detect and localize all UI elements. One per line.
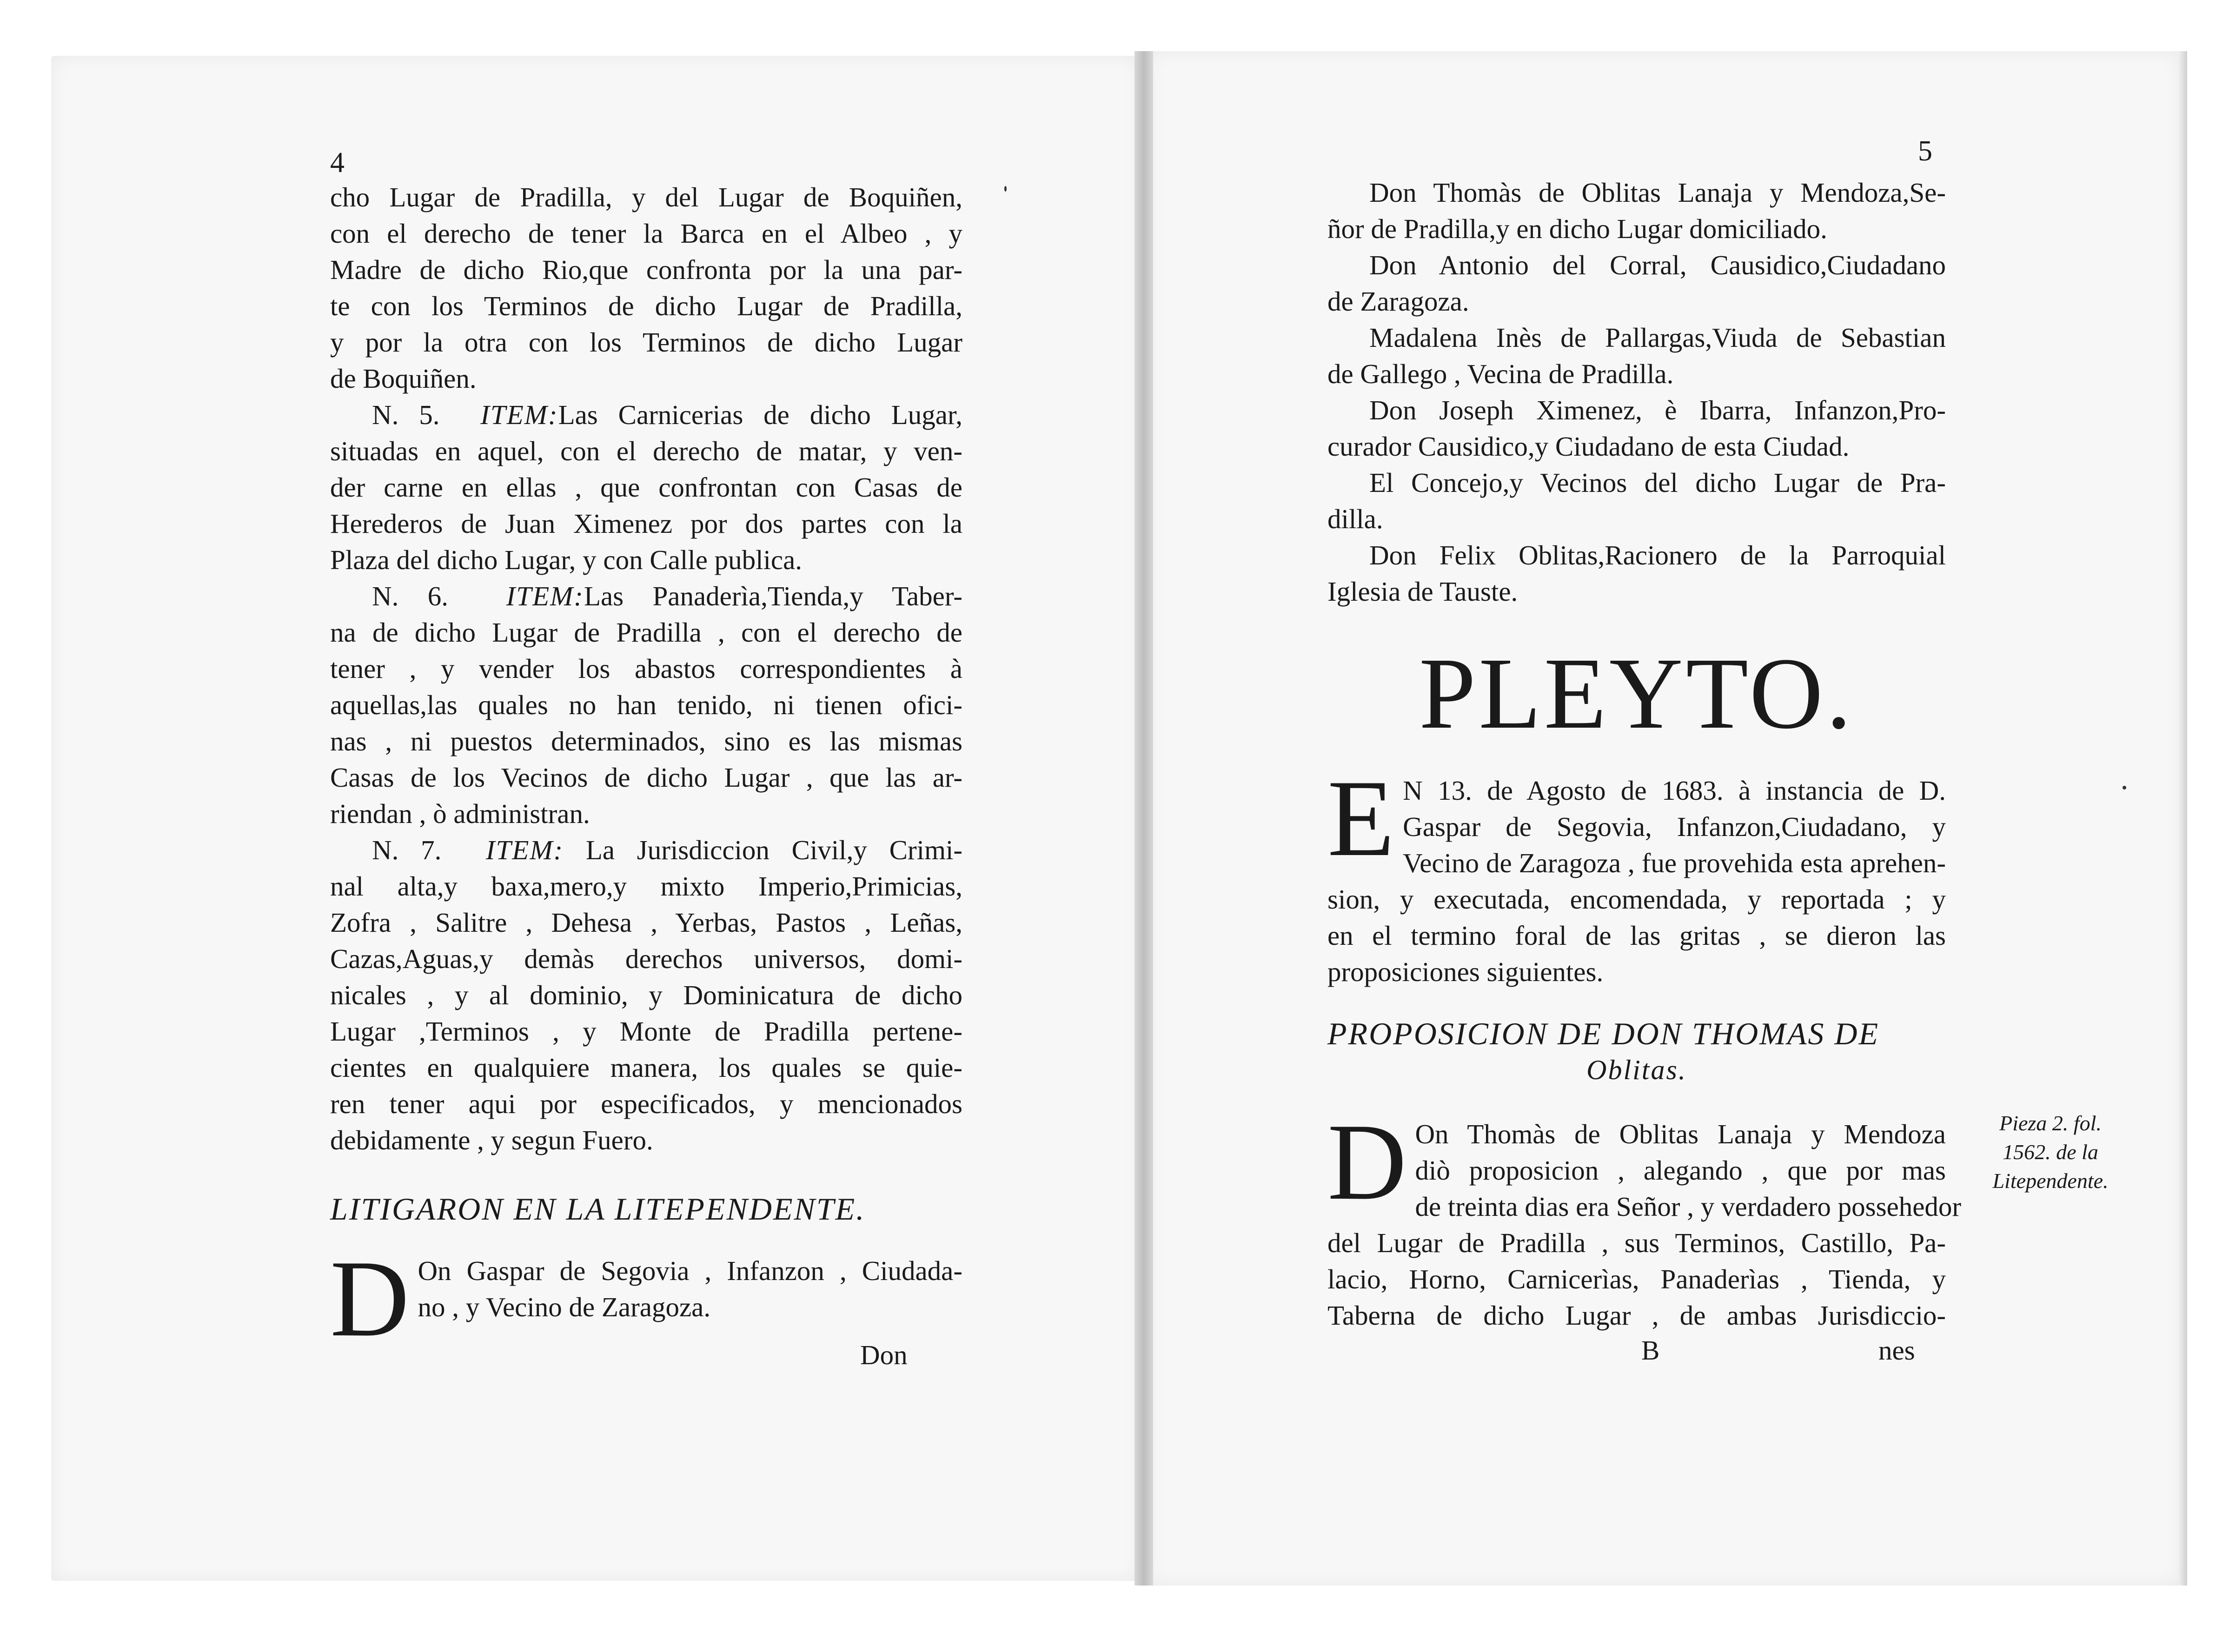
gaspar-paragraph — [330, 1238, 962, 1360]
item-number: N. 6. — [372, 581, 448, 611]
page-number-right: 5 — [1918, 135, 1932, 167]
text-line: debidamente , y segun Fuero. — [330, 1125, 653, 1155]
marginal-note — [1974, 1109, 2127, 1195]
text-line: de Boquiñen. — [330, 363, 477, 394]
litigaron-heading: LITIGARON EN LA LITEPENDENTE. — [330, 1191, 866, 1227]
item-5-first-line — [330, 397, 962, 433]
text-line: Zofra , Salitre , Dehesa , Yerbas, Pastos , Leñas, — [330, 907, 962, 938]
text-line: sion, y executada, encomendada, y reportada ; y — [1327, 884, 1946, 915]
item-6-first-line — [330, 578, 962, 614]
marginal-note-line: Litependente. — [1992, 1169, 2109, 1193]
litigant-line: Iglesia de Tauste. — [1327, 576, 1518, 607]
pleyto-paragraph — [1327, 758, 1946, 990]
drop-cap: D — [330, 1238, 410, 1360]
item-number: N. 7. — [372, 835, 442, 865]
item-label: ITEM: — [506, 581, 584, 611]
catchword-left: Don — [860, 1340, 908, 1370]
litigant-line: Don Joseph Ximenez, è Ibarra, Infanzon,Pro- — [1369, 395, 1946, 425]
drop-cap: D — [1327, 1101, 1407, 1223]
text-line: On Gaspar de Segovia , Infanzon , Ciudada- — [418, 1255, 962, 1286]
ink-mark — [1004, 186, 1007, 192]
text-line: Herederos de Juan Ximenez por dos partes con la — [330, 508, 962, 539]
text-line: nas , ni puestos determinados, sino es las mismas — [330, 726, 962, 756]
marginal-note-line: 1562. de la — [2003, 1140, 2098, 1164]
text-line: cientes en qualquiere manera, los quales se quie- — [330, 1052, 962, 1083]
text-line: de treinta dias era Señor , y verdadero possehedor — [1415, 1191, 1962, 1222]
text-line: Gaspar de Segovia, Infanzon,Ciudadano, y — [1403, 811, 1946, 842]
text-line: diò proposicion , alegando , que por mas — [1415, 1155, 1946, 1186]
litigant-line: de Zaragoza. — [1327, 286, 1469, 317]
text-line: aquellas,las quales no han tenido, ni tienen ofici- — [330, 690, 962, 720]
text-line: On Thomàs de Oblitas Lanaja y Mendoza — [1415, 1119, 1946, 1149]
item-label: ITEM: — [480, 399, 558, 430]
item-label: ITEM: — [485, 835, 564, 865]
text-line: te con los Terminos de dicho Lugar de Pradilla, — [330, 291, 962, 321]
page-edge — [2179, 51, 2187, 1586]
text-line: Plaza del dicho Lugar, y con Calle publica. — [330, 544, 803, 575]
text-line: Lugar ,Terminos , y Monte de Pradilla pertene- — [330, 1016, 962, 1047]
proposicion-heading: PROPOSICION DE DON THOMAS DE — [1327, 1016, 1880, 1051]
thomas-paragraph — [1327, 1101, 1962, 1334]
ink-spot — [2123, 786, 2126, 790]
item-number: N. 5. — [372, 399, 440, 430]
marginal-note-line: Pieza 2. fol. — [1999, 1111, 2102, 1135]
text-line: N 13. de Agosto de 1683. à instancia de D. — [1403, 775, 1946, 806]
text-line: del Lugar de Pradilla , sus Terminos, Castillo, Pa- — [1327, 1227, 1946, 1258]
litigant-line: de Gallego , Vecina de Pradilla. — [1327, 358, 1674, 389]
text-line: en el termino foral de las gritas , se dieron las — [1327, 920, 1946, 951]
text-line: tener , y vender los abastos correspondientes à — [330, 653, 962, 684]
text-line: Vecino de Zaragoza , fue provehida esta aprehen- — [1403, 848, 1946, 878]
item-text: La Jurisdiccion Civil,y Crimi- — [585, 835, 962, 865]
text-line: Madre de dicho Rio,que confronta por la una par- — [330, 254, 962, 285]
litigant-line: ñor de Pradilla,y en dicho Lugar domiciliado. — [1327, 213, 1827, 244]
item-text: Las Carnicerias de dicho Lugar, — [558, 399, 962, 430]
page-number-left: 4 — [330, 147, 345, 179]
item-text: Las Panaderìa,Tienda,y Taber- — [584, 581, 962, 611]
proposicion-heading-name: Oblitas. — [1586, 1055, 1687, 1085]
text-line: no , y Vecino de Zaragoza. — [418, 1292, 711, 1322]
litigant-line: Madalena Inès de Pallargas,Viuda de Sebastian — [1369, 322, 1946, 353]
text-line: con el derecho de tener la Barca en el Albeo , y — [330, 218, 962, 249]
right-column-text — [1327, 174, 1962, 1334]
text-line: na de dicho Lugar de Pradilla , con el derecho de — [330, 617, 962, 648]
litigant-line: El Concejo,y Vecinos del dicho Lugar de Pra- — [1369, 467, 1946, 498]
drop-cap: E — [1327, 758, 1395, 879]
litigant-line: Don Felix Oblitas,Racionero de la Parroquial — [1369, 540, 1946, 571]
book-gutter — [1134, 51, 1153, 1586]
left-column-text — [330, 179, 962, 1360]
text-line: y por la otra con los Terminos de dicho Lugar — [330, 327, 962, 358]
catchword-right: nes — [1878, 1335, 1915, 1366]
text-line: riendan , ò administran. — [330, 798, 590, 829]
litigant-line: dilla. — [1327, 504, 1383, 534]
litigant-line: Don Thomàs de Oblitas Lanaja y Mendoza,Se- — [1369, 177, 1946, 208]
text-line: Taberna de dicho Lugar , de ambas Jurisdiccio- — [1327, 1300, 1946, 1331]
text-line: ren tener aqui por especificados, y mencionados — [330, 1088, 962, 1119]
text-line: Cazas,Aguas,y demàs derechos universos, domi- — [330, 943, 962, 974]
litigant-line: curador Causidico,y Ciudadano de esta Ciudad. — [1327, 431, 1850, 462]
text-line: nicales , y al dominio, y Dominicatura de dicho — [330, 980, 962, 1010]
text-line: Casas de los Vecinos de dicho Lugar , que las ar- — [330, 762, 962, 793]
text-line: proposiciones siguientes. — [1327, 956, 1604, 987]
pleyto-title: PLEYTO. — [1419, 637, 1855, 750]
item-7-first-line — [330, 832, 962, 868]
text-line: nal alta,y baxa,mero,y mixto Imperio,Primicias, — [330, 871, 962, 902]
text-line: der carne en ellas , que confrontan con Casas de — [330, 472, 962, 503]
text-line: situadas en aquel, con el derecho de matar, y ven- — [330, 436, 962, 466]
signature-mark: B — [1641, 1335, 1660, 1366]
text-line: lacio, Horno, Carnicerìas, Panaderìas , Tienda, y — [1327, 1264, 1946, 1294]
litigant-line: Don Antonio del Corral, Causidico,Ciudadano — [1369, 250, 1946, 280]
text-line: cho Lugar de Pradilla, y del Lugar de Boquiñen, — [330, 182, 962, 212]
